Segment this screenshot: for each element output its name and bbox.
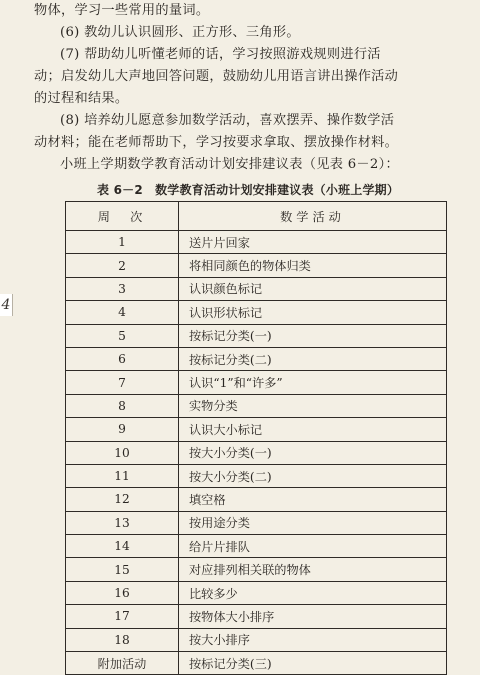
table-row — [66, 464, 447, 487]
week-cell: 13 — [66, 511, 179, 534]
activity-cell: 按大小分类(二) — [179, 464, 447, 487]
table-row — [66, 371, 447, 394]
activity-cell: 按大小分类(一) — [179, 441, 447, 464]
paragraph-line: 动材料；能在老师帮助下，学习按要求拿取、摆放操作材料。 — [34, 135, 399, 150]
table-row — [66, 394, 447, 417]
table-row — [66, 301, 447, 324]
week-cell: 18 — [66, 628, 179, 651]
week-cell: 16 — [66, 581, 179, 604]
paragraph-line: 小班上学期数学教育活动计划安排建议表（见表 6－2）： — [60, 157, 399, 172]
paragraph-line: 的过程和结果。 — [34, 91, 129, 106]
paragraph-line: (6) 教幼儿认识圆形、正方形、三角形。 — [60, 25, 300, 40]
table-row — [66, 628, 447, 651]
activity-cell: 填空格 — [179, 488, 447, 511]
table-row — [66, 535, 447, 558]
week-cell: 5 — [66, 324, 179, 347]
paragraph-line: (7) 帮助幼儿听懂老师的话，学习按照游戏规则进行活 — [60, 47, 381, 62]
table-row — [66, 581, 447, 604]
week-cell: 2 — [66, 254, 179, 277]
activity-cell: 按大小排序 — [179, 628, 447, 651]
week-cell: 附加活动 — [66, 652, 179, 675]
table-row — [66, 605, 447, 628]
week-cell: 3 — [66, 277, 179, 300]
table-row — [66, 347, 447, 370]
table-caption: 表 6－2 数学教育活动计划安排建议表（小班上学期） — [97, 183, 400, 197]
week-cell: 11 — [66, 464, 179, 487]
table-row — [66, 254, 447, 277]
week-cell: 15 — [66, 558, 179, 581]
activity-cell: 认识大小标记 — [179, 418, 447, 441]
week-cell: 8 — [66, 394, 179, 417]
activity-cell: 按标记分类(三) — [179, 652, 447, 675]
activity-cell: 对应排列相关联的物体 — [179, 558, 447, 581]
activity-cell: 认识颜色标记 — [179, 277, 447, 300]
activity-cell: 送片片回家 — [179, 231, 447, 254]
table-row — [66, 231, 447, 254]
week-cell: 12 — [66, 488, 179, 511]
activity-cell: 给片片排队 — [179, 535, 447, 558]
week-cell: 7 — [66, 371, 179, 394]
paragraph-line: 动；启发幼儿大声地回答问题，鼓励幼儿用语言讲出操作活动 — [34, 69, 399, 84]
activity-cell: 认识“1”和“许多” — [179, 371, 447, 394]
week-cell: 17 — [66, 605, 179, 628]
table-row — [66, 418, 447, 441]
margin-page-number: 4 — [0, 294, 13, 316]
week-cell: 10 — [66, 441, 179, 464]
table-row — [66, 488, 447, 511]
paragraph-line: (8) 培养幼儿愿意参加数学活动，喜欢摆弄、操作数学活 — [60, 113, 395, 128]
activity-cell: 比较多少 — [179, 581, 447, 604]
table-row — [66, 277, 447, 300]
activity-cell: 将相同颜色的物体归类 — [179, 254, 447, 277]
table-row — [66, 511, 447, 534]
header-activity: 数学活动 — [179, 202, 447, 231]
week-cell: 9 — [66, 418, 179, 441]
activity-cell: 实物分类 — [179, 394, 447, 417]
week-cell: 1 — [66, 231, 179, 254]
activity-cell: 认识形状标记 — [179, 301, 447, 324]
activity-cell: 按标记分类(二) — [179, 347, 447, 370]
table-row — [66, 558, 447, 581]
activity-cell: 按物体大小排序 — [179, 605, 447, 628]
table-row — [66, 441, 447, 464]
activity-cell: 按标记分类(一) — [179, 324, 447, 347]
week-cell: 6 — [66, 347, 179, 370]
paragraph-line: 物体，学习一些常用的量词。 — [34, 3, 210, 18]
table-row — [66, 652, 447, 675]
header-week: 周 次 — [66, 202, 179, 231]
week-cell: 4 — [66, 301, 179, 324]
activity-schedule-table — [65, 201, 447, 675]
activity-cell: 按用途分类 — [179, 511, 447, 534]
week-cell: 14 — [66, 535, 179, 558]
table-row — [66, 324, 447, 347]
table-header-row — [66, 202, 447, 231]
